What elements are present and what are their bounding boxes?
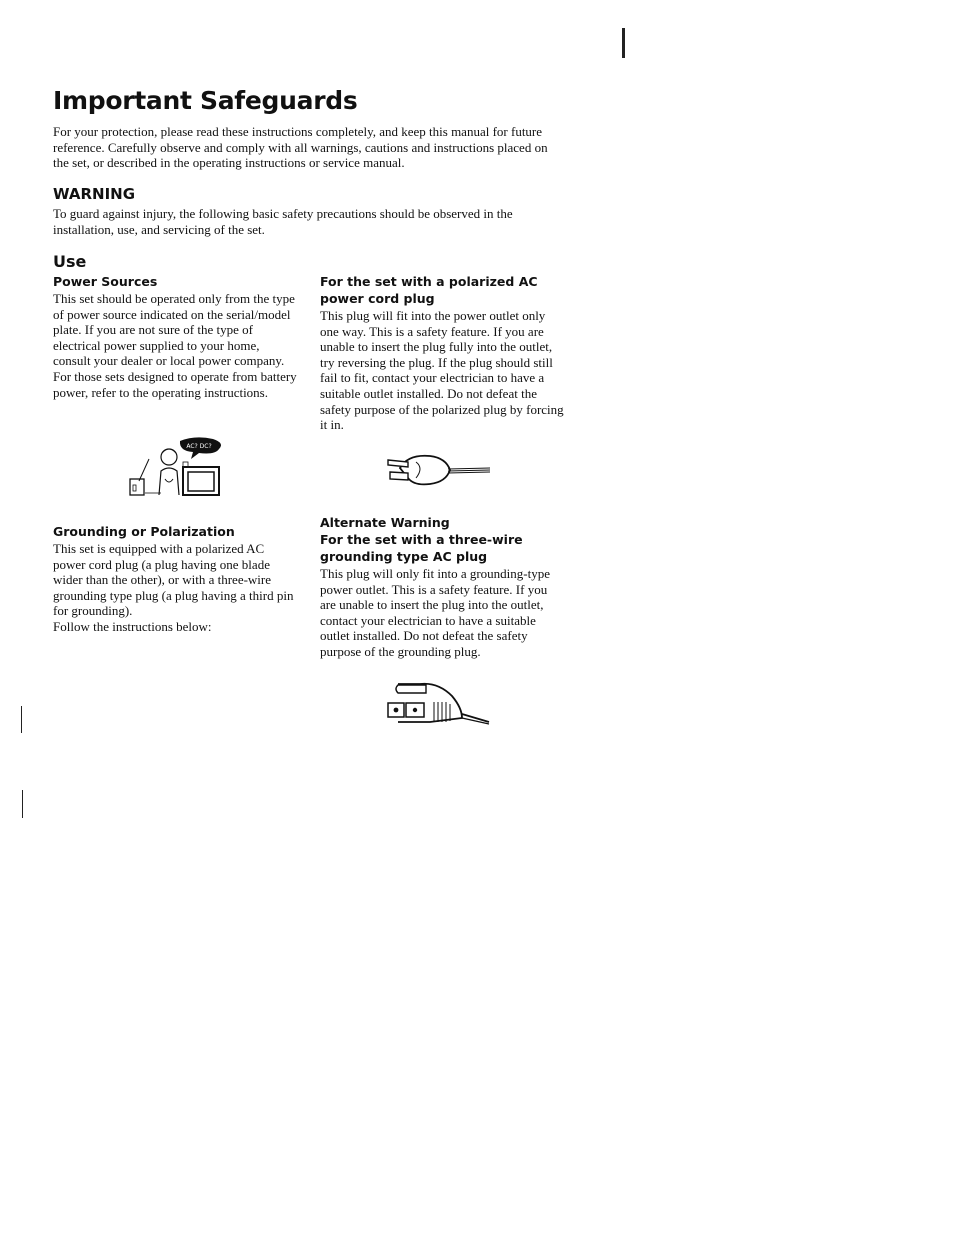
intro-paragraph: For your protection, please read these instructions completely, and keep this manual for future reference. Carefully observe and comply with all warnings, cautions and instructions placed on the set, or described in the operating instructions or service manual.: [53, 124, 548, 171]
page-title: Important Safeguards: [53, 86, 358, 115]
grounding-follow-text: Follow the instructions below:: [53, 618, 212, 634]
alternate-warning-paragraph: This plug will only fit into a grounding-type power outlet. This is a safety feature. If you are unable to insert the plug into the outlet, contact your electrician to have a suitable outlet installed. Do not defeat the safety purpose of the grounding plug.: [320, 566, 551, 659]
grounding-plug-icon: [386, 676, 491, 726]
three-prong-plug-illustration: [386, 676, 491, 726]
alternate-warning-section: [320, 514, 565, 660]
warning-heading: WARNING: [53, 185, 136, 203]
three-wire-plug-heading: For the set with a three-wire grounding type AC plug: [320, 532, 523, 564]
top-edge-mark: [622, 28, 625, 58]
left-margin-mark-2: [22, 790, 23, 818]
power-sources-section: [53, 273, 298, 400]
speech-bubble-text: AC? DC?: [186, 443, 212, 450]
grounding-paragraph: This set is equipped with a polarized AC power cord plug (a plug having one blade wider than the other), or with a three-wire grounding type plug (a plug having a third pin for grounding).: [53, 541, 294, 619]
left-margin-mark-1: [21, 706, 22, 733]
person-with-tv-illustration: [125, 435, 225, 497]
grounding-section: [53, 523, 298, 635]
polarized-plug-section: [320, 273, 565, 433]
person-with-tv-icon: [125, 435, 225, 497]
polarized-plug-illustration: [386, 448, 491, 490]
use-heading: Use: [53, 252, 87, 271]
warning-paragraph: To guard against injury, the following basic safety precautions should be observed in the installation, use, and servicing of the set.: [53, 206, 513, 237]
polarized-plug-paragraph: This plug will fit into the power outlet only one way. This is a safety feature. If you are unable to insert the plug fully into the outlet, try reversing the plug. If the plug should still fail to fit, contact your electrician to have a suitable outlet installed. Do not defeat the safety purpose of the polarized plug by forcing it in.: [320, 308, 564, 433]
polarized-plug-icon: [386, 448, 491, 490]
alternate-warning-heading: Alternate Warning: [320, 515, 450, 530]
power-sources-paragraph: This set should be operated only from the type of power source indicated on the serial/model plate. If you are not sure of the type of electrical power supplied to your home, consult your dealer or local power company. For those sets designed to operate from battery power, refer to the operating instructions.: [53, 291, 297, 400]
polarized-plug-heading: For the set with a polarized AC power cord plug: [320, 274, 538, 306]
power-sources-heading: Power Sources: [53, 274, 158, 289]
grounding-heading: Grounding or Polarization: [53, 524, 235, 539]
